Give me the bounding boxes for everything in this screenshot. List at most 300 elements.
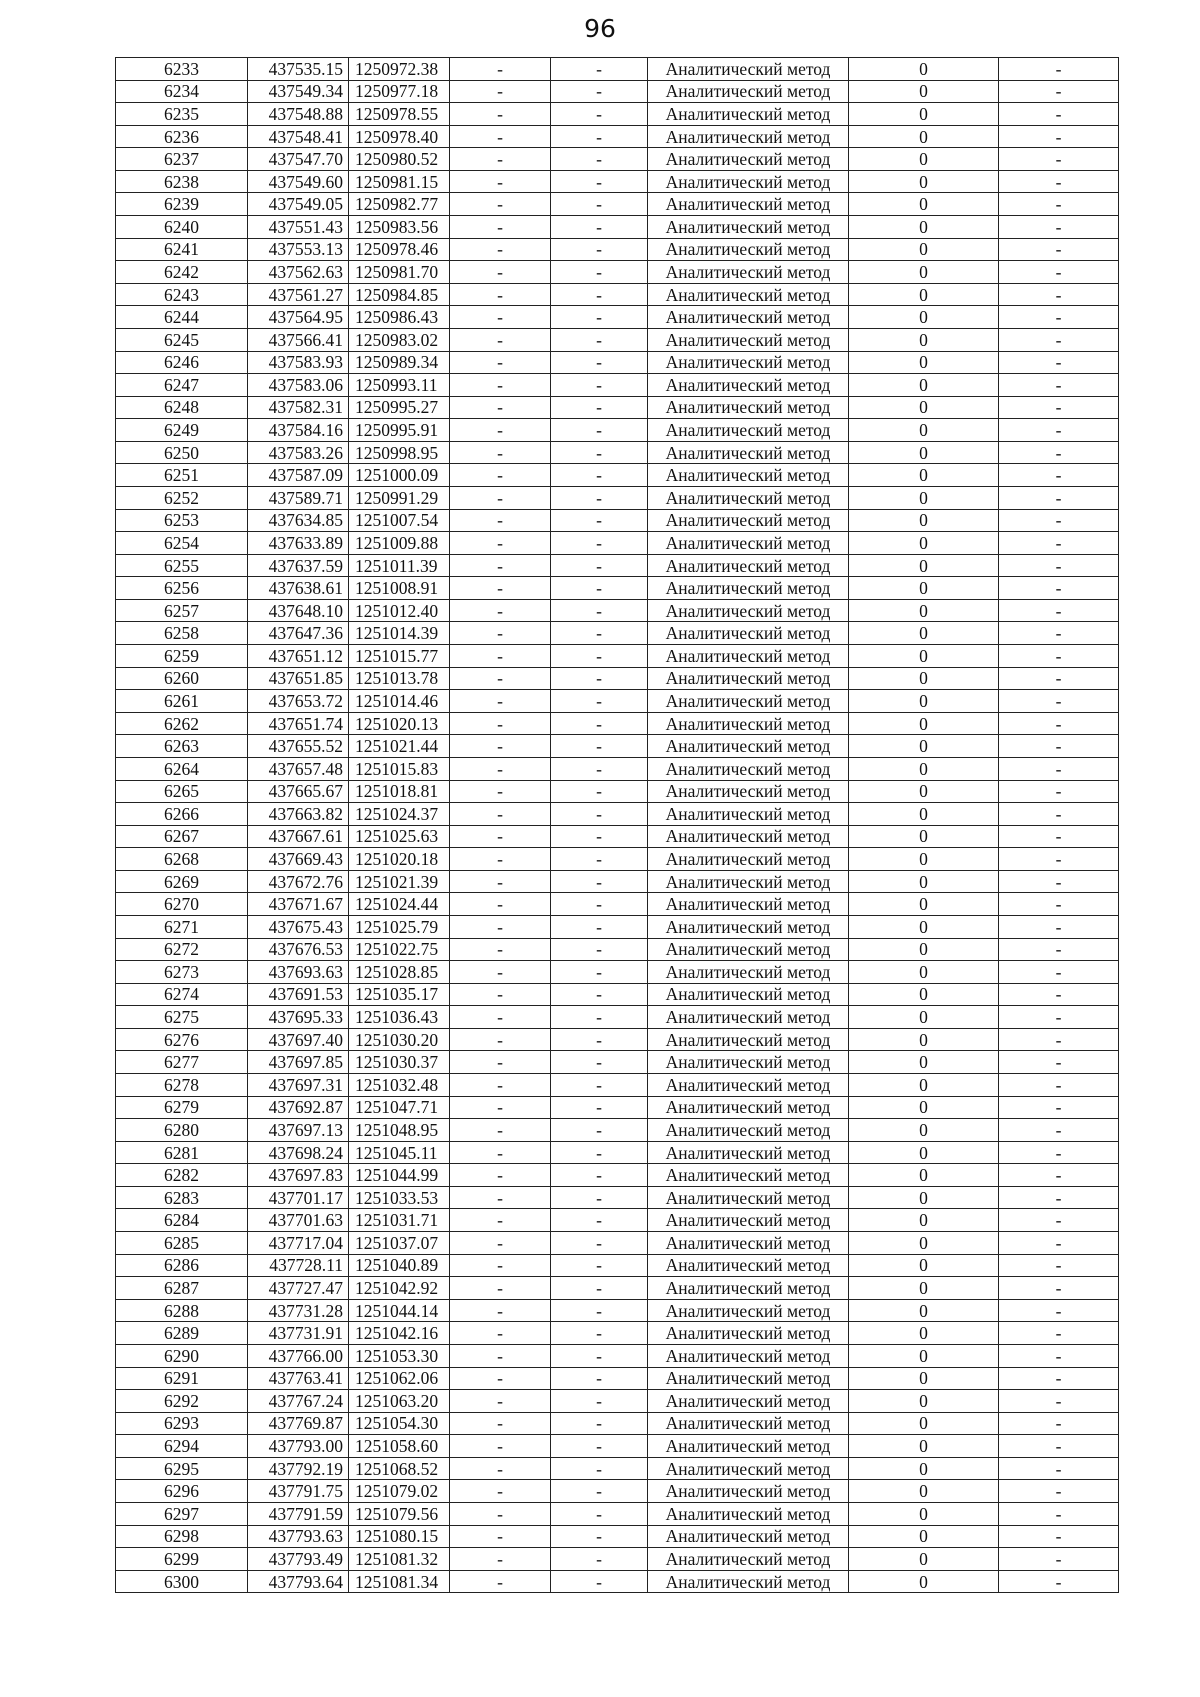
page-number: 96 <box>584 14 616 43</box>
method-cell: Аналитический метод <box>648 667 849 690</box>
method-cell: Аналитический метод <box>648 396 849 419</box>
dash-cell-1: - <box>450 328 551 351</box>
table-row <box>116 645 1119 668</box>
dash-cell-1: - <box>450 193 551 216</box>
error-value-cell: 0 <box>849 1548 999 1571</box>
point-number-cell: 6243 <box>116 283 248 306</box>
dash-cell-1: - <box>450 1525 551 1548</box>
error-value-cell: 0 <box>849 1525 999 1548</box>
dash-cell-3: - <box>999 1164 1119 1187</box>
x-coordinate-cell: 437676.53 <box>248 938 349 961</box>
method-cell: Аналитический метод <box>648 757 849 780</box>
table-row <box>116 148 1119 171</box>
dash-cell-3: - <box>999 1390 1119 1413</box>
dash-cell-2: - <box>551 780 648 803</box>
y-coordinate-cell: 1251079.56 <box>349 1503 450 1526</box>
error-value-cell: 0 <box>849 532 999 555</box>
dash-cell-2: - <box>551 1412 648 1435</box>
dash-cell-1: - <box>450 825 551 848</box>
x-coordinate-cell: 437669.43 <box>248 848 349 871</box>
x-coordinate-cell: 437651.74 <box>248 712 349 735</box>
method-cell: Аналитический метод <box>648 1186 849 1209</box>
dash-cell-1: - <box>450 103 551 126</box>
y-coordinate-cell: 1250981.15 <box>349 170 450 193</box>
error-value-cell: 0 <box>849 1186 999 1209</box>
error-value-cell: 0 <box>849 1457 999 1480</box>
error-value-cell: 0 <box>849 306 999 329</box>
point-number-cell: 6235 <box>116 103 248 126</box>
point-number-cell: 6286 <box>116 1254 248 1277</box>
dash-cell-2: - <box>551 1525 648 1548</box>
table-row <box>116 1209 1119 1232</box>
method-cell: Аналитический метод <box>648 1548 849 1571</box>
table-row <box>116 1548 1119 1571</box>
dash-cell-3: - <box>999 396 1119 419</box>
dash-cell-1: - <box>450 757 551 780</box>
y-coordinate-cell: 1251063.20 <box>349 1390 450 1413</box>
x-coordinate-cell: 437793.63 <box>248 1525 349 1548</box>
point-number-cell: 6264 <box>116 757 248 780</box>
x-coordinate-cell: 437667.61 <box>248 825 349 848</box>
method-cell: Аналитический метод <box>648 780 849 803</box>
y-coordinate-cell: 1251044.99 <box>349 1164 450 1187</box>
dash-cell-1: - <box>450 577 551 600</box>
error-value-cell: 0 <box>849 464 999 487</box>
error-value-cell: 0 <box>849 1051 999 1074</box>
point-number-cell: 6279 <box>116 1096 248 1119</box>
dash-cell-3: - <box>999 509 1119 532</box>
error-value-cell: 0 <box>849 667 999 690</box>
dash-cell-2: - <box>551 1209 648 1232</box>
error-value-cell: 0 <box>849 283 999 306</box>
point-number-cell: 6285 <box>116 1232 248 1255</box>
x-coordinate-cell: 437731.91 <box>248 1322 349 1345</box>
table-row <box>116 712 1119 735</box>
y-coordinate-cell: 1250995.27 <box>349 396 450 419</box>
dash-cell-1: - <box>450 419 551 442</box>
dash-cell-2: - <box>551 554 648 577</box>
dash-cell-2: - <box>551 1435 648 1458</box>
point-number-cell: 6258 <box>116 622 248 645</box>
dash-cell-2: - <box>551 622 648 645</box>
dash-cell-2: - <box>551 1503 648 1526</box>
method-cell: Аналитический метод <box>648 58 849 81</box>
y-coordinate-cell: 1251042.92 <box>349 1277 450 1300</box>
dash-cell-1: - <box>450 486 551 509</box>
error-value-cell: 0 <box>849 803 999 826</box>
dash-cell-3: - <box>999 1028 1119 1051</box>
method-cell: Аналитический метод <box>648 1299 849 1322</box>
x-coordinate-cell: 437553.13 <box>248 238 349 261</box>
dash-cell-1: - <box>450 915 551 938</box>
y-coordinate-cell: 1251036.43 <box>349 1006 450 1029</box>
dash-cell-1: - <box>450 125 551 148</box>
x-coordinate-cell: 437549.34 <box>248 80 349 103</box>
table-row <box>116 58 1119 81</box>
x-coordinate-cell: 437697.40 <box>248 1028 349 1051</box>
x-coordinate-cell: 437791.75 <box>248 1480 349 1503</box>
dash-cell-2: - <box>551 1232 648 1255</box>
dash-cell-3: - <box>999 1480 1119 1503</box>
point-number-cell: 6241 <box>116 238 248 261</box>
y-coordinate-cell: 1251081.34 <box>349 1570 450 1593</box>
method-cell: Аналитический метод <box>648 983 849 1006</box>
dash-cell-1: - <box>450 893 551 916</box>
x-coordinate-cell: 437791.59 <box>248 1503 349 1526</box>
point-number-cell: 6299 <box>116 1548 248 1571</box>
point-number-cell: 6282 <box>116 1164 248 1187</box>
dash-cell-3: - <box>999 712 1119 735</box>
point-number-cell: 6278 <box>116 1074 248 1097</box>
y-coordinate-cell: 1250993.11 <box>349 374 450 397</box>
y-coordinate-cell: 1250983.02 <box>349 328 450 351</box>
dash-cell-1: - <box>450 1457 551 1480</box>
error-value-cell: 0 <box>849 938 999 961</box>
dash-cell-1: - <box>450 351 551 374</box>
method-cell: Аналитический метод <box>648 509 849 532</box>
point-number-cell: 6295 <box>116 1457 248 1480</box>
x-coordinate-cell: 437651.85 <box>248 667 349 690</box>
y-coordinate-cell: 1251037.07 <box>349 1232 450 1255</box>
dash-cell-2: - <box>551 125 648 148</box>
dash-cell-1: - <box>450 1277 551 1300</box>
table-row <box>116 915 1119 938</box>
dash-cell-2: - <box>551 283 648 306</box>
y-coordinate-cell: 1250998.95 <box>349 441 450 464</box>
dash-cell-3: - <box>999 1299 1119 1322</box>
table-row <box>116 1051 1119 1074</box>
method-cell: Аналитический метод <box>648 1096 849 1119</box>
dash-cell-2: - <box>551 961 648 984</box>
dash-cell-1: - <box>450 1412 551 1435</box>
y-coordinate-cell: 1251080.15 <box>349 1525 450 1548</box>
dash-cell-2: - <box>551 1299 648 1322</box>
y-coordinate-cell: 1251030.37 <box>349 1051 450 1074</box>
dash-cell-1: - <box>450 1141 551 1164</box>
dash-cell-2: - <box>551 599 648 622</box>
error-value-cell: 0 <box>849 554 999 577</box>
dash-cell-3: - <box>999 780 1119 803</box>
y-coordinate-cell: 1251015.83 <box>349 757 450 780</box>
dash-cell-2: - <box>551 757 648 780</box>
y-coordinate-cell: 1251015.77 <box>349 645 450 668</box>
point-number-cell: 6281 <box>116 1141 248 1164</box>
dash-cell-3: - <box>999 148 1119 171</box>
table-row <box>116 351 1119 374</box>
table-row <box>116 80 1119 103</box>
table-row <box>116 1277 1119 1300</box>
dash-cell-2: - <box>551 58 648 81</box>
dash-cell-3: - <box>999 554 1119 577</box>
point-number-cell: 6274 <box>116 983 248 1006</box>
method-cell: Аналитический метод <box>648 1367 849 1390</box>
y-coordinate-cell: 1251048.95 <box>349 1119 450 1142</box>
x-coordinate-cell: 437583.93 <box>248 351 349 374</box>
dash-cell-2: - <box>551 1367 648 1390</box>
method-cell: Аналитический метод <box>648 938 849 961</box>
dash-cell-2: - <box>551 351 648 374</box>
x-coordinate-cell: 437535.15 <box>248 58 349 81</box>
dash-cell-1: - <box>450 870 551 893</box>
dash-cell-3: - <box>999 103 1119 126</box>
y-coordinate-cell: 1251025.79 <box>349 915 450 938</box>
table-row <box>116 667 1119 690</box>
dash-cell-3: - <box>999 351 1119 374</box>
y-coordinate-cell: 1251058.60 <box>349 1435 450 1458</box>
table-row <box>116 193 1119 216</box>
dash-cell-3: - <box>999 1209 1119 1232</box>
dash-cell-3: - <box>999 261 1119 284</box>
dash-cell-3: - <box>999 58 1119 81</box>
y-coordinate-cell: 1251047.71 <box>349 1096 450 1119</box>
dash-cell-3: - <box>999 915 1119 938</box>
table-row <box>116 848 1119 871</box>
x-coordinate-cell: 437697.83 <box>248 1164 349 1187</box>
x-coordinate-cell: 437638.61 <box>248 577 349 600</box>
y-coordinate-cell: 1250982.77 <box>349 193 450 216</box>
method-cell: Аналитический метод <box>648 1277 849 1300</box>
error-value-cell: 0 <box>849 1299 999 1322</box>
error-value-cell: 0 <box>849 1209 999 1232</box>
point-number-cell: 6251 <box>116 464 248 487</box>
point-number-cell: 6255 <box>116 554 248 577</box>
error-value-cell: 0 <box>849 1164 999 1187</box>
error-value-cell: 0 <box>849 1435 999 1458</box>
x-coordinate-cell: 437692.87 <box>248 1096 349 1119</box>
table-row <box>116 577 1119 600</box>
table-row <box>116 599 1119 622</box>
y-coordinate-cell: 1251042.16 <box>349 1322 450 1345</box>
y-coordinate-cell: 1251009.88 <box>349 532 450 555</box>
x-coordinate-cell: 437665.67 <box>248 780 349 803</box>
point-number-cell: 6234 <box>116 80 248 103</box>
error-value-cell: 0 <box>849 125 999 148</box>
error-value-cell: 0 <box>849 486 999 509</box>
dash-cell-3: - <box>999 374 1119 397</box>
error-value-cell: 0 <box>849 599 999 622</box>
dash-cell-1: - <box>450 1322 551 1345</box>
dash-cell-1: - <box>450 848 551 871</box>
y-coordinate-cell: 1251008.91 <box>349 577 450 600</box>
x-coordinate-cell: 437793.64 <box>248 1570 349 1593</box>
dash-cell-3: - <box>999 1232 1119 1255</box>
error-value-cell: 0 <box>849 690 999 713</box>
method-cell: Аналитический метод <box>648 374 849 397</box>
y-coordinate-cell: 1250983.56 <box>349 216 450 239</box>
dash-cell-2: - <box>551 1570 648 1593</box>
dash-cell-1: - <box>450 1480 551 1503</box>
x-coordinate-cell: 437583.26 <box>248 441 349 464</box>
dash-cell-1: - <box>450 1390 551 1413</box>
point-number-cell: 6290 <box>116 1344 248 1367</box>
x-coordinate-cell: 437693.63 <box>248 961 349 984</box>
y-coordinate-cell: 1251018.81 <box>349 780 450 803</box>
table-row <box>116 780 1119 803</box>
table-row <box>116 238 1119 261</box>
dash-cell-2: - <box>551 328 648 351</box>
dash-cell-3: - <box>999 1412 1119 1435</box>
point-number-cell: 6244 <box>116 306 248 329</box>
table-row <box>116 419 1119 442</box>
y-coordinate-cell: 1250972.38 <box>349 58 450 81</box>
method-cell: Аналитический метод <box>648 486 849 509</box>
x-coordinate-cell: 437587.09 <box>248 464 349 487</box>
table-row <box>116 464 1119 487</box>
point-number-cell: 6300 <box>116 1570 248 1593</box>
point-number-cell: 6280 <box>116 1119 248 1142</box>
dash-cell-1: - <box>450 1051 551 1074</box>
x-coordinate-cell: 437697.31 <box>248 1074 349 1097</box>
x-coordinate-cell: 437698.24 <box>248 1141 349 1164</box>
table-row <box>116 870 1119 893</box>
method-cell: Аналитический метод <box>648 1503 849 1526</box>
error-value-cell: 0 <box>849 216 999 239</box>
table-body <box>116 58 1119 1593</box>
dash-cell-2: - <box>551 419 648 442</box>
x-coordinate-cell: 437727.47 <box>248 1277 349 1300</box>
dash-cell-3: - <box>999 1344 1119 1367</box>
x-coordinate-cell: 437637.59 <box>248 554 349 577</box>
dash-cell-3: - <box>999 803 1119 826</box>
x-coordinate-cell: 437584.16 <box>248 419 349 442</box>
x-coordinate-cell: 437767.24 <box>248 1390 349 1413</box>
x-coordinate-cell: 437653.72 <box>248 690 349 713</box>
x-coordinate-cell: 437763.41 <box>248 1367 349 1390</box>
method-cell: Аналитический метод <box>648 1119 849 1142</box>
dash-cell-3: - <box>999 825 1119 848</box>
dash-cell-2: - <box>551 577 648 600</box>
error-value-cell: 0 <box>849 870 999 893</box>
error-value-cell: 0 <box>849 148 999 171</box>
dash-cell-1: - <box>450 645 551 668</box>
dash-cell-2: - <box>551 667 648 690</box>
table-row <box>116 1322 1119 1345</box>
point-number-cell: 6276 <box>116 1028 248 1051</box>
dash-cell-1: - <box>450 238 551 261</box>
y-coordinate-cell: 1251025.63 <box>349 825 450 848</box>
x-coordinate-cell: 437793.49 <box>248 1548 349 1571</box>
dash-cell-1: - <box>450 441 551 464</box>
dash-cell-1: - <box>450 735 551 758</box>
method-cell: Аналитический метод <box>648 690 849 713</box>
point-number-cell: 6253 <box>116 509 248 532</box>
y-coordinate-cell: 1251024.44 <box>349 893 450 916</box>
table-row <box>116 1186 1119 1209</box>
x-coordinate-cell: 437549.60 <box>248 170 349 193</box>
x-coordinate-cell: 437633.89 <box>248 532 349 555</box>
error-value-cell: 0 <box>849 1344 999 1367</box>
x-coordinate-cell: 437651.12 <box>248 645 349 668</box>
error-value-cell: 0 <box>849 893 999 916</box>
y-coordinate-cell: 1251045.11 <box>349 1141 450 1164</box>
dash-cell-2: - <box>551 396 648 419</box>
error-value-cell: 0 <box>849 351 999 374</box>
y-coordinate-cell: 1251022.75 <box>349 938 450 961</box>
y-coordinate-cell: 1251012.40 <box>349 599 450 622</box>
point-number-cell: 6283 <box>116 1186 248 1209</box>
x-coordinate-cell: 437663.82 <box>248 803 349 826</box>
y-coordinate-cell: 1250980.52 <box>349 148 450 171</box>
dash-cell-3: - <box>999 193 1119 216</box>
point-number-cell: 6270 <box>116 893 248 916</box>
x-coordinate-cell: 437647.36 <box>248 622 349 645</box>
dash-cell-1: - <box>450 170 551 193</box>
error-value-cell: 0 <box>849 1503 999 1526</box>
table-row <box>116 486 1119 509</box>
x-coordinate-cell: 437728.11 <box>248 1254 349 1277</box>
method-cell: Аналитический метод <box>648 532 849 555</box>
dash-cell-3: - <box>999 1457 1119 1480</box>
dash-cell-2: - <box>551 1457 648 1480</box>
method-cell: Аналитический метод <box>648 1570 849 1593</box>
dash-cell-2: - <box>551 1548 648 1571</box>
dash-cell-3: - <box>999 870 1119 893</box>
y-coordinate-cell: 1251013.78 <box>349 667 450 690</box>
x-coordinate-cell: 437793.00 <box>248 1435 349 1458</box>
dash-cell-1: - <box>450 532 551 555</box>
dash-cell-1: - <box>450 306 551 329</box>
dash-cell-1: - <box>450 1570 551 1593</box>
point-number-cell: 6288 <box>116 1299 248 1322</box>
y-coordinate-cell: 1251021.39 <box>349 870 450 893</box>
dash-cell-3: - <box>999 1051 1119 1074</box>
point-number-cell: 6269 <box>116 870 248 893</box>
x-coordinate-cell: 437675.43 <box>248 915 349 938</box>
y-coordinate-cell: 1250984.85 <box>349 283 450 306</box>
error-value-cell: 0 <box>849 1141 999 1164</box>
dash-cell-3: - <box>999 486 1119 509</box>
method-cell: Аналитический метод <box>648 599 849 622</box>
y-coordinate-cell: 1251024.37 <box>349 803 450 826</box>
dash-cell-3: - <box>999 238 1119 261</box>
y-coordinate-cell: 1250991.29 <box>349 486 450 509</box>
point-number-cell: 6263 <box>116 735 248 758</box>
table-row <box>116 1254 1119 1277</box>
dash-cell-3: - <box>999 735 1119 758</box>
point-number-cell: 6293 <box>116 1412 248 1435</box>
dash-cell-1: - <box>450 396 551 419</box>
error-value-cell: 0 <box>849 238 999 261</box>
x-coordinate-cell: 437589.71 <box>248 486 349 509</box>
error-value-cell: 0 <box>849 1254 999 1277</box>
dash-cell-1: - <box>450 554 551 577</box>
dash-cell-2: - <box>551 509 648 532</box>
dash-cell-1: - <box>450 1548 551 1571</box>
method-cell: Аналитический метод <box>648 351 849 374</box>
error-value-cell: 0 <box>849 1119 999 1142</box>
dash-cell-3: - <box>999 1074 1119 1097</box>
table-row <box>116 1570 1119 1593</box>
y-coordinate-cell: 1251014.39 <box>349 622 450 645</box>
dash-cell-3: - <box>999 441 1119 464</box>
point-number-cell: 6254 <box>116 532 248 555</box>
dash-cell-1: - <box>450 80 551 103</box>
point-number-cell: 6273 <box>116 961 248 984</box>
y-coordinate-cell: 1251032.48 <box>349 1074 450 1097</box>
dash-cell-3: - <box>999 532 1119 555</box>
table-row <box>116 283 1119 306</box>
method-cell: Аналитический метод <box>648 1525 849 1548</box>
error-value-cell: 0 <box>849 645 999 668</box>
x-coordinate-cell: 437655.52 <box>248 735 349 758</box>
point-number-cell: 6294 <box>116 1435 248 1458</box>
y-coordinate-cell: 1251007.54 <box>349 509 450 532</box>
table-row <box>116 509 1119 532</box>
table-row <box>116 1006 1119 1029</box>
dash-cell-2: - <box>551 1390 648 1413</box>
x-coordinate-cell: 437769.87 <box>248 1412 349 1435</box>
x-coordinate-cell: 437717.04 <box>248 1232 349 1255</box>
